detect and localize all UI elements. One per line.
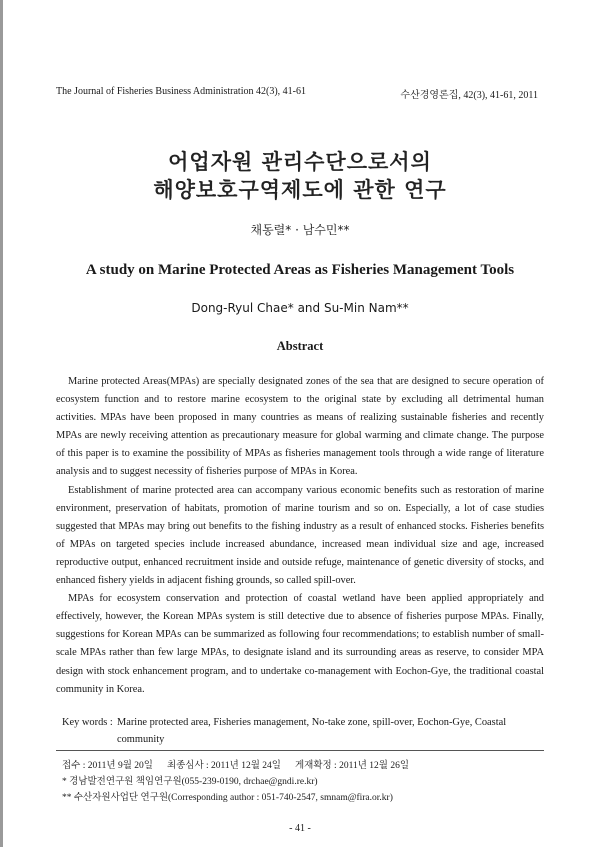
page-number: - 41 -: [289, 823, 311, 834]
english-title: A study on Marine Protected Areas as Fisheries Management Tools: [85, 262, 515, 278]
abstract-paragraph-2: Establishment of marine protected area can accompany various economic benefits such as restoration of marine environment, preservation of habitats, promotion of marine tourism and so on. Especially, a lot of case studies suggested that MPAs may bring out benefits to the fishing industry as a result of enhanced stocks. Fisheries benefits of MPAs on targeted species include increased abundance, increased mean individual size and age, increased reproductive output, enhanced recruitment inside and outside refuge, maintenance of genetic diversity of stocks, and enhanced fishery yields in adjacent fishing grounds, so called spill-over.: [56, 484, 544, 587]
footnote-divider: [56, 750, 544, 751]
received-date: 접수 : 2011년 9월 20일: [62, 761, 153, 771]
footnote-author-1: * 경남발전연구원 책임연구원(055-239-0190, drchae@gndi.re.kr): [62, 777, 318, 787]
revised-date: 최종심사 : 2011년 12월 24일: [166, 761, 281, 771]
journal-header-ko: 수산경영론집, 42(3), 41-61, 2011: [400, 90, 538, 101]
korean-authors: 채동렬* · 남수민**: [250, 223, 350, 237]
english-authors: Dong-Ryul Chae* and Su-Min Nam**: [191, 301, 409, 315]
keywords: [62, 714, 546, 748]
accepted-date: 게재확정 : 2011년 12월 26일: [294, 761, 409, 771]
abstract-heading: Abstract: [276, 339, 324, 353]
keywords-label: Key words :: [62, 717, 113, 728]
review-dates: [62, 757, 409, 771]
abstract-body: [56, 373, 544, 699]
keywords-text: Marine protected area, Fisheries management, No-take zone, spill-over, Eochon-Gye, Coastal community: [117, 717, 507, 745]
page-border: [0, 0, 3, 847]
korean-title-line-2: 해양보호구역제도에 관한 연구: [153, 178, 447, 202]
footnote-author-2: ** 수산자원사업단 연구원(Corresponding author : 051-740-2547, smnam@fira.or.kr): [62, 793, 393, 803]
abstract-paragraph-1: Marine protected Areas(MPAs) are specially designated zones of the sea that are designed to secure operation of ecosystem function and to restore marine ecosystem to the original state by excluding all detrimental human activities. MPAs have been proposed in many countries as means of realizing sustainable fisheries and recently MPAs are newly receiving attention as precautionary measure for global warming and climate change. The purpose of this paper is to examine the possibility of MPAs as fisheries management tools through a wide range of literature analysis and to suggest necessity of fisheries purpose of MPAs in Korea.: [56, 376, 544, 478]
journal-header-en: The Journal of Fisheries Business Administration 42(3), 41-61: [56, 86, 306, 97]
abstract-paragraph-3: MPAs for ecosystem conservation and protection of coastal wetland have been applied appropriately and effectively, however, the Korean MPAs system is still detective due to absence of fisheries purpose MPAs. Finally, suggestions for Korean MPAs can be summarized as following four recommendations; to establish number of small-scale MPAs rather than few large MPAs, to designate island and its surrounding areas as reserve, to consider MPA design with stock enhancement program, and to undertake co-management with Eochon-Gye, the traditional coastal community in Korea.: [56, 593, 544, 695]
korean-title-line-1: 어업자원 관리수단으로서의: [168, 150, 432, 174]
